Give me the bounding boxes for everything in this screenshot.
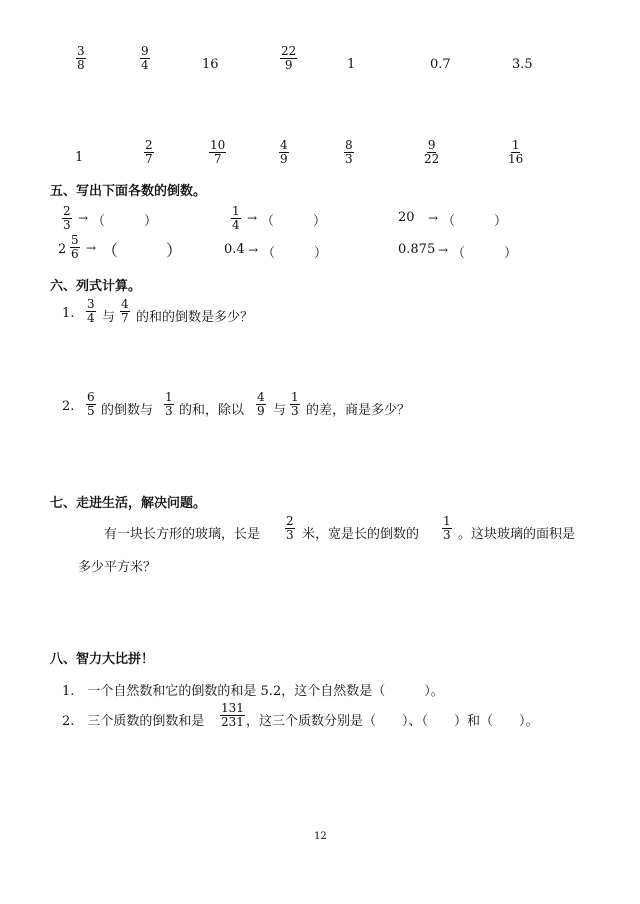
q6-2-fraction-a: $\frac{6}{5}$: [87, 390, 95, 418]
section5-item-4-whole: 2: [58, 242, 67, 257]
row1-fraction-4: $\frac{22}{9}$: [281, 44, 297, 72]
s7-line2: 多少平方米？: [78, 560, 157, 575]
s7-line1-part-b: 米，宽是长的倒数的: [302, 527, 420, 542]
q8-1-text: 1. 一个自然数和它的倒数的和是 5.2，这个自然数是（ ）。: [62, 684, 444, 699]
q6-1-index: 1.: [62, 306, 75, 321]
s7-line1-part-c: 。这块玻璃的面积是: [458, 527, 576, 542]
q6-1-fraction-b: $\frac{4}{7}$: [121, 297, 129, 325]
section5-item-4-fraction: $\frac{5}{6}$: [71, 233, 79, 261]
row1-fraction-2: $\frac{9}{4}$: [141, 44, 149, 72]
q6-1-text-2: 的和的倒数是多少？: [136, 310, 254, 325]
section5-item-3-number: 20: [398, 210, 415, 225]
q6-2-text-3: 与: [273, 403, 287, 418]
row2-fraction-6: $\frac{9}{22}$: [424, 138, 440, 166]
row2-fraction-4: $\frac{4}{9}$: [280, 138, 288, 166]
row1-number-7: 3.5: [512, 57, 533, 72]
arrow-icon: →: [86, 241, 97, 255]
answer-blank-4: （ ）: [102, 241, 183, 260]
q6-2-index: 2.: [62, 399, 75, 414]
row2-fraction-5: $\frac{8}{3}$: [345, 138, 353, 166]
section8-title: 八、智力大比拼！: [50, 652, 155, 667]
s7-line1-part-a: 有一块长方形的玻璃，长是: [104, 527, 261, 542]
s7-fraction-length: $\frac{2}{3}$: [286, 514, 294, 542]
row2-number-1: 1: [75, 150, 84, 165]
q6-2-fraction-b: $\frac{1}{3}$: [165, 390, 173, 418]
q6-1-text-1: 与: [102, 310, 116, 325]
row1-fraction-1: $\frac{3}{8}$: [77, 44, 85, 72]
answer-blank-3: （ ）: [442, 214, 508, 229]
section5-item-1-fraction: $\frac{2}{3}$: [63, 204, 71, 232]
q6-2-fraction-d: $\frac{1}{3}$: [291, 390, 299, 418]
row1-number-5: 1: [347, 57, 356, 72]
s7-fraction-width: $\frac{1}{3}$: [443, 514, 451, 542]
q6-2-text-1: 的倒数与: [101, 403, 154, 418]
q8-2-fraction: $\frac{131}{231}$: [221, 701, 244, 729]
arrow-icon: →: [248, 243, 259, 257]
row1-number-3: 16: [202, 57, 219, 72]
arrow-icon: →: [247, 211, 258, 225]
page-number: 12: [314, 831, 327, 842]
answer-blank-1: （ ）: [92, 214, 158, 229]
section5-item-6-number: 0.875: [398, 242, 436, 257]
arrow-icon: →: [438, 243, 449, 257]
row1-number-6: 0.7: [430, 57, 451, 72]
section6-title: 六、列式计算。: [50, 279, 142, 294]
row2-fraction-7: $\frac{1}{16}$: [508, 138, 524, 166]
section7-title: 七、走进生活，解决问题。: [50, 496, 207, 511]
answer-blank-5: （ ）: [262, 246, 328, 261]
row2-fraction-2: $\frac{2}{7}$: [145, 138, 153, 166]
arrow-icon: →: [78, 211, 89, 225]
section5-item-5-number: 0.4: [224, 242, 245, 257]
q8-2-text-a: 2. 三个质数的倒数和是: [62, 714, 205, 729]
section5-title: 五、写出下面各数的倒数。: [50, 184, 207, 199]
q8-2-text-b: ，这三个质数分别是（ ）、（ ）和（ ）。: [246, 714, 539, 729]
section5-item-2-fraction: $\frac{1}{4}$: [232, 204, 240, 232]
row2-fraction-3: $\frac{10}{7}$: [210, 138, 226, 166]
q6-2-text-4: 的差，商是多少？: [306, 403, 411, 418]
q6-2-text-2: 的和，除以: [179, 403, 245, 418]
q6-1-fraction-a: $\frac{3}{4}$: [87, 297, 95, 325]
answer-blank-6: （ ）: [452, 246, 518, 261]
answer-blank-2: （ ）: [261, 214, 327, 229]
q6-2-fraction-c: $\frac{4}{9}$: [257, 390, 265, 418]
arrow-icon: →: [428, 211, 439, 225]
